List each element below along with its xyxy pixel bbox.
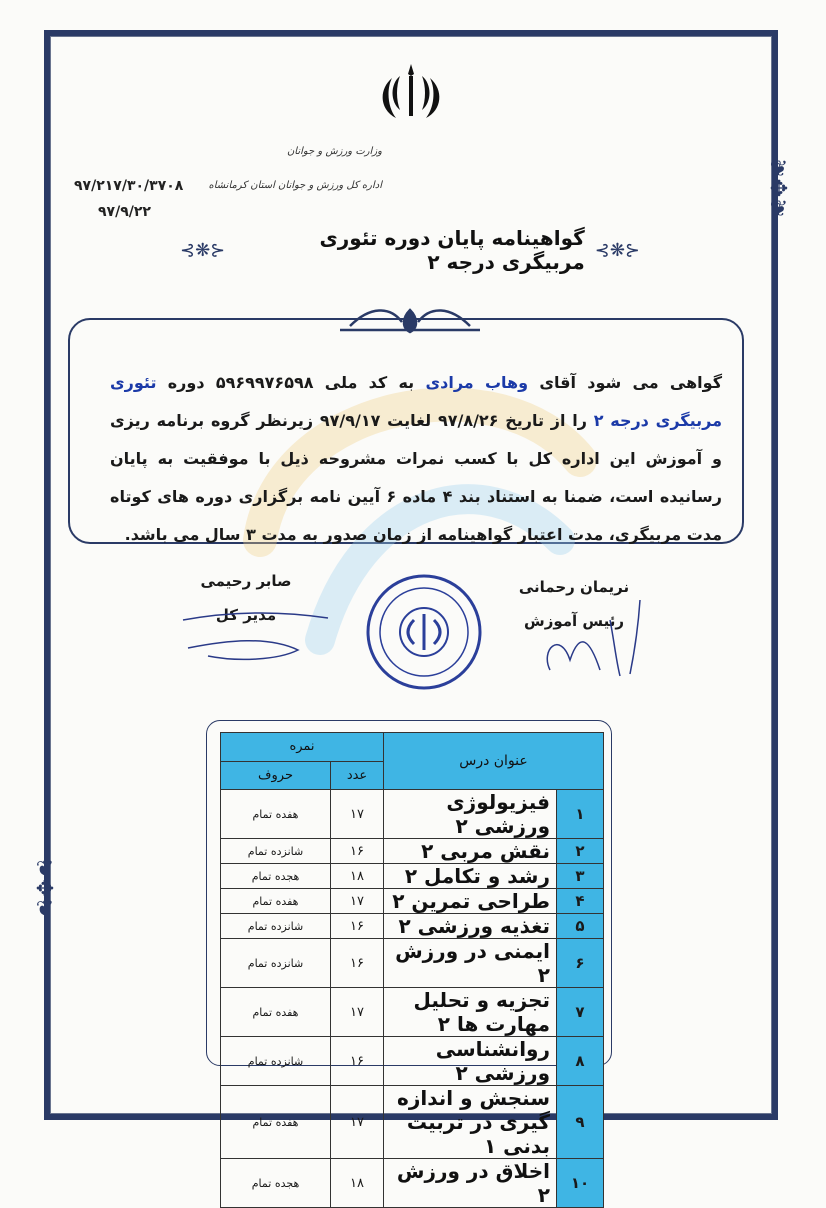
row-words: شانزده تمام [221,1037,331,1086]
certificate-title: گواهینامه پایان دوره تئوری مربیگری درجه ۲ [319,226,585,274]
row-words: شانزده تمام [221,914,331,939]
row-number: ۱ [557,790,604,839]
iran-emblem-icon [378,58,444,124]
row-score: ۱۶ [331,914,384,939]
reference-date: ۹۷/۹/۲۲ [98,204,151,220]
row-score: ۱۶ [331,839,384,864]
grades-header-row [221,733,604,762]
signature-left-name: صابر رحیمی [200,572,292,590]
row-score: ۱۷ [331,889,384,914]
flourish-right-icon: ⊰❋⊱ [594,239,640,261]
right-ornament-icon: ❦ ✥ ❦ [769,157,789,222]
row-number: ۷ [557,988,604,1037]
flourish-left-icon: ⊰❋⊱ [180,239,226,261]
row-course: نقش مربی ۲ [384,839,557,864]
official-seal-icon [364,572,484,692]
table-row [221,1037,604,1086]
row-words: هفده تمام [221,889,331,914]
row-number: ۵ [557,914,604,939]
table-row [221,1159,604,1208]
table-row [221,1086,604,1159]
row-course: طراحی تمرین ۲ [384,889,557,914]
grades-table [220,732,604,1208]
table-row [221,839,604,864]
row-course: ایمنی در ورزش ۲ [384,939,557,988]
row-course: روانشناسی ورزشی ۲ [384,1037,557,1086]
row-course: تجزیه و تحلیل مهارت ها ۲ [384,988,557,1037]
row-number: ۹ [557,1086,604,1159]
signature-left-title: مدیر کل [215,606,277,624]
row-number: ۶ [557,939,604,988]
certificate-body [110,364,722,554]
body-part-2: به کد ملی ۵۹۶۹۹۷۶۵۹۸ دوره [167,373,415,392]
table-row [221,864,604,889]
left-ornament-icon: ❦ ✥ ❦ [35,857,55,922]
row-score: ۱۸ [331,1159,384,1208]
row-score: ۱۸ [331,864,384,889]
row-words: هجده تمام [221,864,331,889]
row-words: هفده تمام [221,1086,331,1159]
title-row [180,226,640,274]
signature-right-name: نریمان رحمانی [518,578,630,596]
signature-right-scribble-icon [530,590,660,680]
row-course: تغذیه ورزشی ۲ [384,914,557,939]
header-grade: نمره [221,733,384,762]
recipient-name: وهاب مرادی [425,373,529,392]
signature-left-scribble-icon [178,600,338,670]
course-name: تئوری مربیگری درجه ۲ [110,373,722,430]
row-number: ۳ [557,864,604,889]
row-course: اخلاق در ورزش ۲ [384,1159,557,1208]
row-course: فیزیولوژی ورزشی ۲ [384,790,557,839]
table-row [221,939,604,988]
table-row [221,790,604,839]
reference-number: ۹۷/۲۱۷/۳۰/۳۷۰۸ [74,178,184,194]
table-row [221,889,604,914]
ministry-line-2: اداره کل ورزش و جوانان استان کرمانشاه [208,180,382,191]
row-score: ۱۷ [331,1086,384,1159]
row-words: هفده تمام [221,988,331,1037]
table-row [221,914,604,939]
row-number: ۱۰ [557,1159,604,1208]
row-score: ۱۶ [331,1037,384,1086]
row-course: سنجش و اندازه گیری در تربیت بدنی ۱ [384,1086,557,1159]
header-words: حروف [221,761,331,790]
row-words: شانزده تمام [221,839,331,864]
row-number: ۸ [557,1037,604,1086]
body-part-1: گواهی می شود آقای [539,373,722,392]
row-score: ۱۷ [331,988,384,1037]
row-number: ۲ [557,839,604,864]
row-words: هفده تمام [221,790,331,839]
body-part-3: را از تاریخ ۹۷/۸/۲۶ لغایت ۹۷/۹/۱۷ زیرنظر گروه برنامه ریزی و آموزش این اداره کل با کسب نمرات مشروحه ذیل با موفقیت به پایان رسانیده است، ضمنا به استناد بند ۴ ماده ۶ آیین نامه برگزاری دوره های کوتاه مدت مربیگری، مدت اعتبار گواهینامه از زمان صدور به مدت ۳ سال می باشد. [110,411,723,544]
signature-right-title: رئیس آموزش [524,612,624,630]
row-score: ۱۷ [331,790,384,839]
ministry-line-1: وزارت ورزش و جوانان [286,146,382,157]
row-score: ۱۶ [331,939,384,988]
row-words: شانزده تمام [221,939,331,988]
header-digits: عدد [331,761,384,790]
table-row [221,988,604,1037]
row-words: هجده تمام [221,1159,331,1208]
row-number: ۴ [557,889,604,914]
row-course: رشد و تکامل ۲ [384,864,557,889]
header-course-title: عنوان درس [384,733,604,790]
